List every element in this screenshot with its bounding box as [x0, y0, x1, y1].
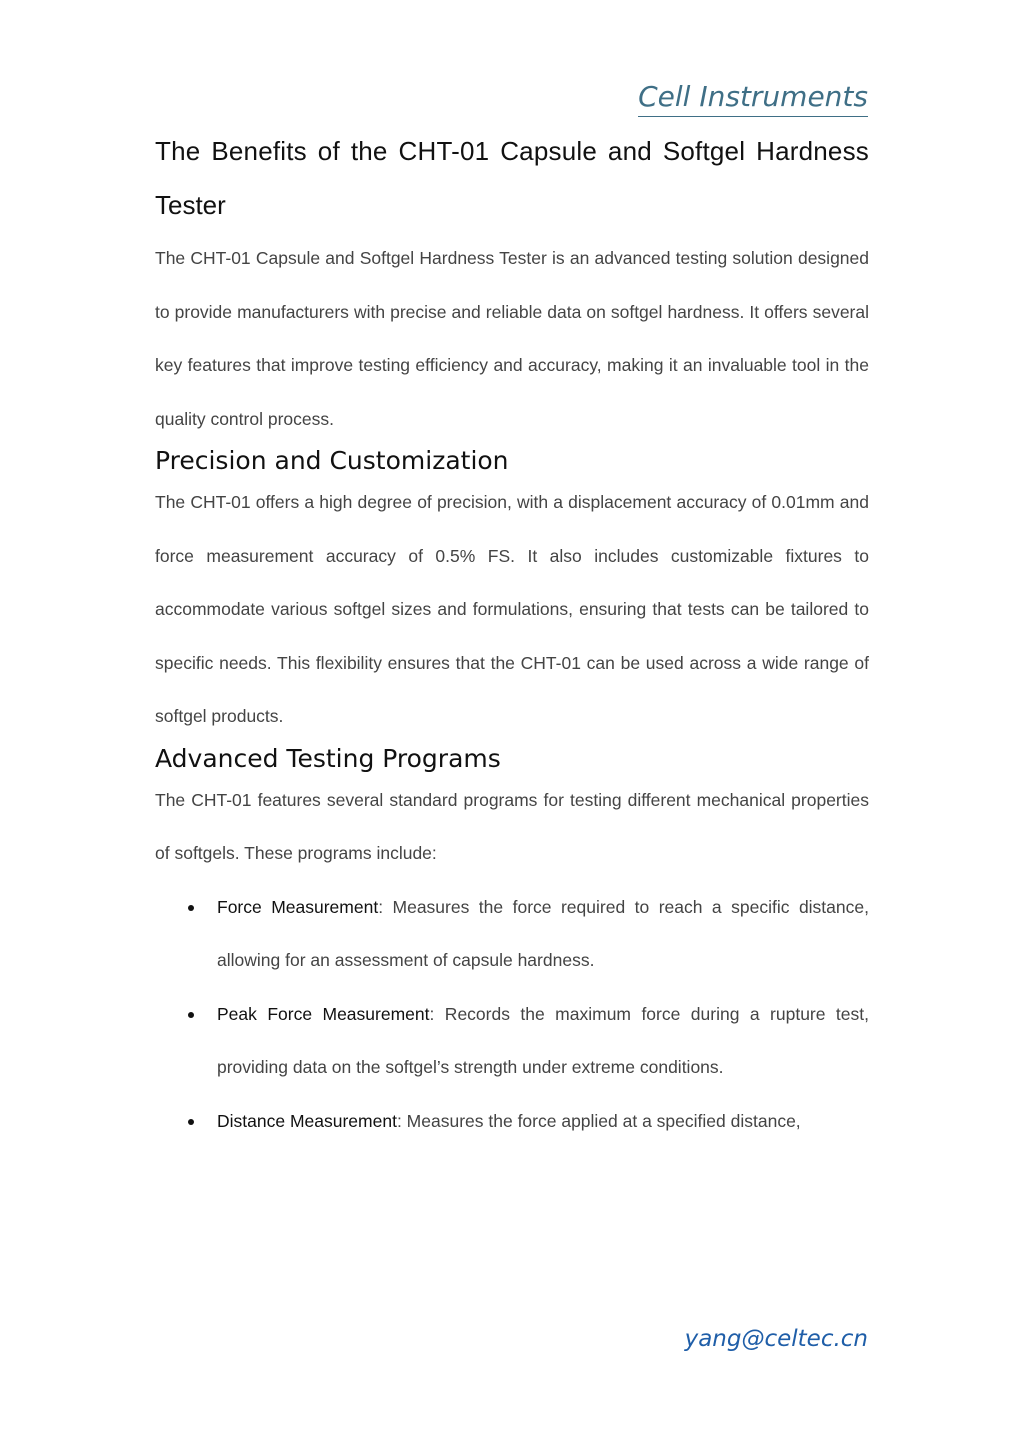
brand-header [638, 80, 868, 117]
section-heading-programs: Advanced Testing Programs [155, 743, 501, 773]
document-title [155, 124, 869, 232]
document-title-line-1: The Benefits of the CHT-01 Capsule and Softgel Hardness [155, 136, 869, 166]
section-paragraph-programs: The CHT-01 features several standard programs for testing different mechanical properties of softgels. These programs include: [155, 789, 869, 863]
list-item-text: : Measures the force required to reach a specific distance, allowing for an assessment of capsule hardness. [217, 896, 869, 970]
list-item-term: Force Measurement [217, 896, 379, 917]
bullet-icon [188, 1119, 194, 1125]
brand-logo-text: Cell Instruments [638, 80, 868, 117]
list-item [155, 1095, 869, 1149]
document-body [155, 124, 869, 1148]
footer-email: yang@celtec.cn [684, 1326, 868, 1352]
intro-paragraph: The CHT-01 Capsule and Softgel Hardness Tester is an advanced testing solution designed to provide manufacturers with precise and reliable data on softgel hardness. It offers several key features that improve testing efficiency and accuracy, making it an invaluable tool in the quality control process. [155, 248, 869, 429]
list-item-term: Distance Measurement [217, 1110, 397, 1131]
list-item-text: : Records the maximum force during a rupture test, providing data on the softgel’s strength under extreme conditions. [217, 1003, 869, 1077]
list-item [155, 881, 869, 988]
list-item [155, 988, 869, 1095]
section-heading-precision: Precision and Customization [155, 446, 509, 475]
bullet-icon [188, 1012, 194, 1018]
section-paragraph-precision: The CHT-01 offers a high degree of precision, with a displacement accuracy of 0.01mm and force measurement accuracy of 0.5% FS. It also includes customizable fixtures to accommodate various softgel sizes and formulations, ensuring that tests can be tailored to specific needs. This flexibility ensures that the CHT-01 can be used across a wide range of softgel products. [155, 492, 869, 726]
bullet-icon [188, 905, 194, 911]
list-item-term: Peak Force Measurement [217, 1003, 430, 1024]
document-title-line-2: Tester [155, 190, 226, 220]
programs-list [155, 881, 869, 1149]
list-item-text: : Measures the force applied at a specified distance, [396, 1110, 801, 1131]
